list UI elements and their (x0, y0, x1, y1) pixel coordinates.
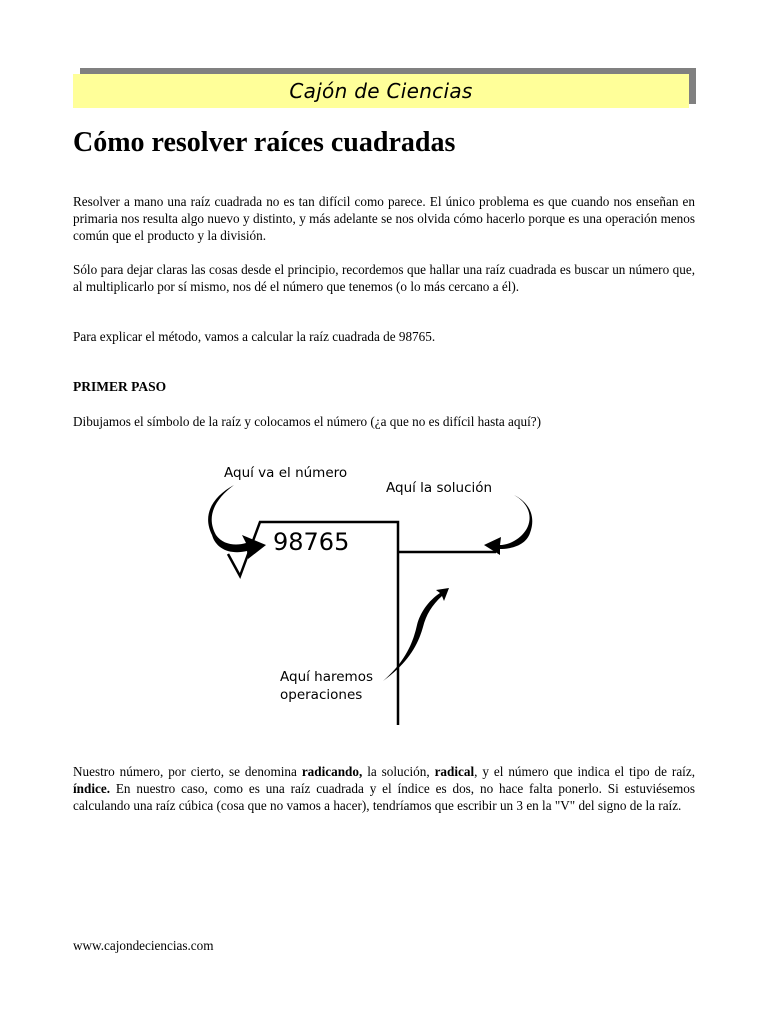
intro-paragraph-3: Para explicar el método, vamos a calcular la raíz cuadrada de 98765. (73, 329, 436, 344)
radicand-number: 98765 (273, 528, 350, 556)
arrow-number-icon (208, 485, 266, 559)
intro-paragraph-1: Resolver a mano una raíz cuadrada no es tan difícil como parece. El único problema es que cuando nos enseñan en primaria nos resulta algo nuevo y distinto, y más adelante se nos olvida cómo hacerlo porque es una operación menos común que el producto y la división. (73, 194, 695, 243)
footer-url: www.cajondeciencias.com (73, 938, 214, 953)
label-operations-1: Aquí haremos (280, 669, 373, 685)
arrow-solution-icon (484, 495, 532, 555)
explanation-text-2: la solución, (362, 764, 435, 779)
explanation-text-1: Nuestro número, por cierto, se denomina (73, 764, 302, 779)
term-indice: índice. (73, 780, 110, 796)
intro-paragraph-2: Sólo para dejar claras las cosas desde el principio, recordemos que hallar una raíz cuadrada es buscar un número que, al multiplicarlo por sí mismo, nos dé el número que tenemos (o lo más cercano a él). (73, 262, 695, 294)
explanation-text-3: , y el número que indica el tipo de raíz, (474, 764, 695, 779)
term-radical: radical (434, 764, 475, 779)
term-radicando: radicando, (301, 764, 363, 779)
explanation-paragraph (73, 764, 695, 814)
label-operations-2: operaciones (280, 687, 363, 703)
arrow-operations-icon (383, 588, 449, 681)
page-title: Cómo resolver raíces cuadradas (73, 127, 456, 158)
label-solution: Aquí la solución (386, 480, 493, 496)
label-number: Aquí va el número (224, 465, 348, 481)
banner-title: Cajón de Ciencias (289, 79, 473, 103)
step-heading: PRIMER PASO (73, 379, 167, 394)
explanation-text-4: En nuestro caso, como es una raíz cuadrada y el índice es dos, no hace falta ponerlo. Si estuviésemos calculando una raíz cúbica (cosa que no vamos a hacer), tendríamos que escribir un 3 en la "V" del signo de la raíz. (73, 780, 695, 813)
header-banner (73, 74, 689, 108)
step-text: Dibujamos el símbolo de la raíz y colocamos el número (¿a que no es difícil hasta aquí?) (73, 414, 542, 429)
square-root-diagram (200, 455, 560, 730)
